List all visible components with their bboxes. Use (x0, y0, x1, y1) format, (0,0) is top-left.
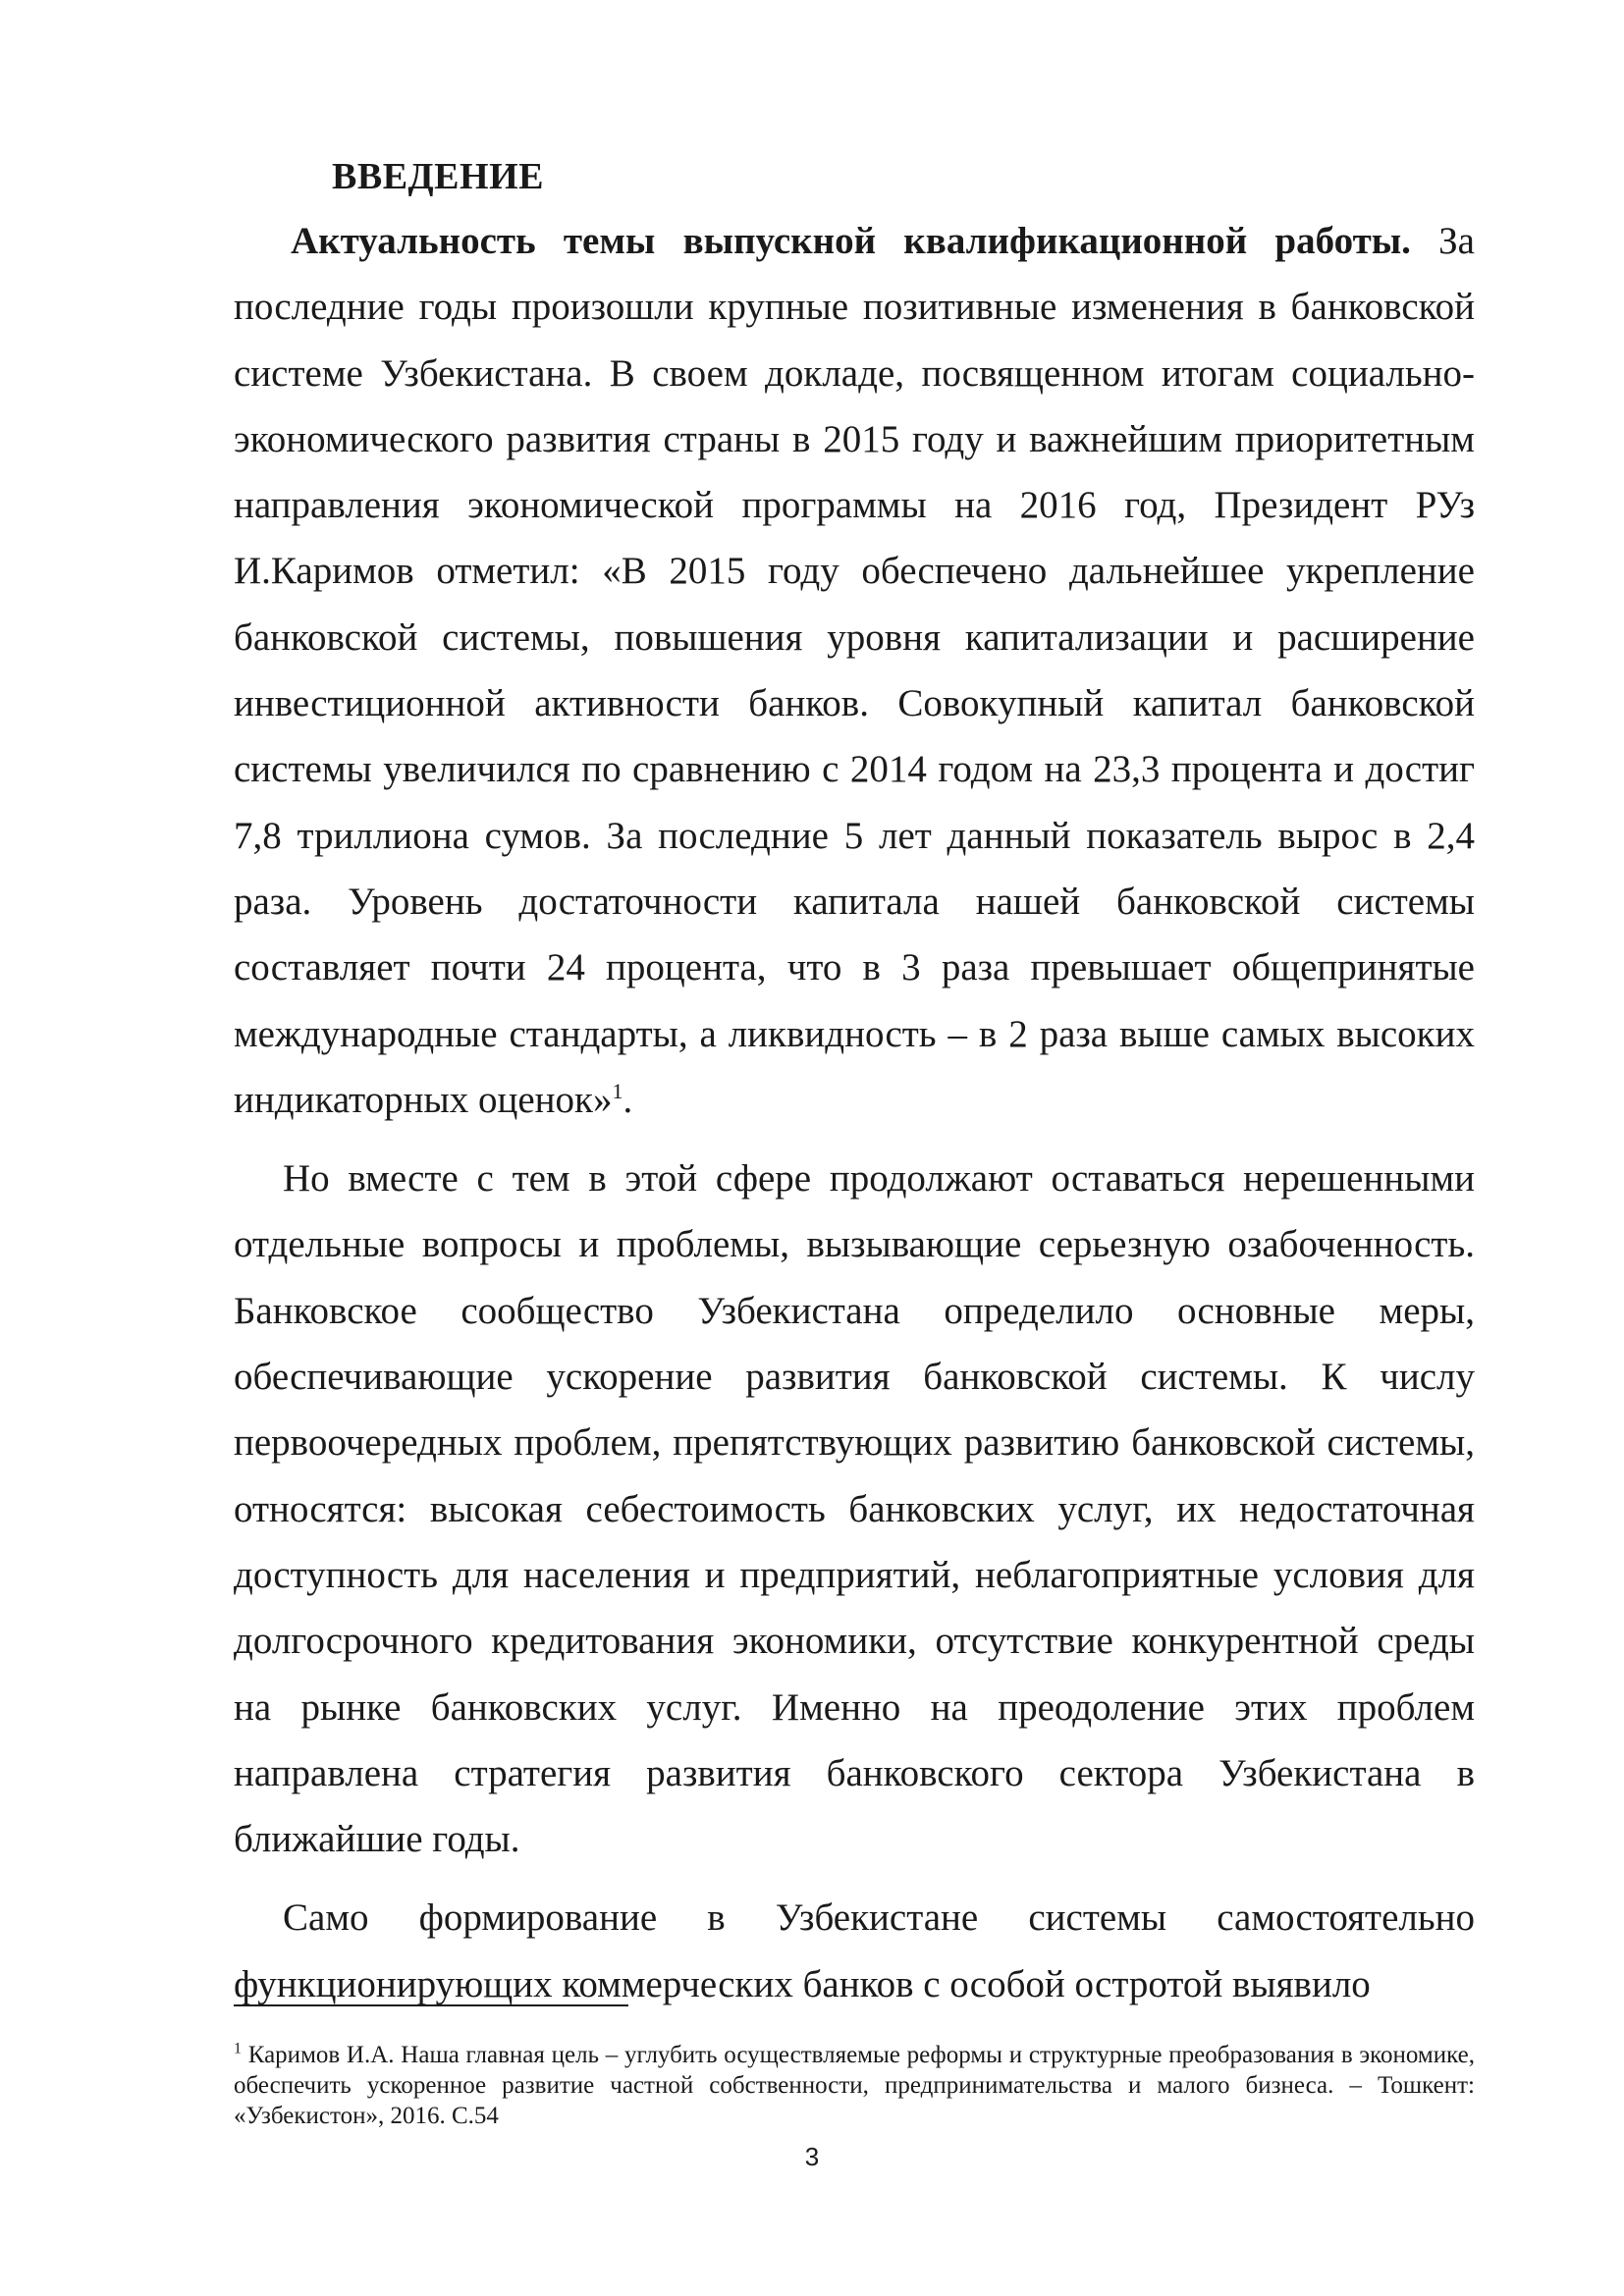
paragraph-lead-bold: Актуальность темы выпускной квалификационной работы. (291, 220, 1411, 262)
page-number: 3 (804, 2142, 820, 2171)
footnote-number: 1 (234, 2040, 242, 2057)
paragraph-end: . (623, 1078, 633, 1121)
footnote-text: Каримов И.А. Наша главная цель – углубить осуществляемые реформы и структурные преобразования в экономике, обеспечить ускоренное развитие частной собственности, предпринимательства и малого бизнеса. – Тошкент: «Узбекистон», 2016. С.54 (234, 2042, 1475, 2129)
footnote-separator (234, 2004, 628, 2006)
section-heading: ВВЕДЕНИЕ (332, 156, 544, 197)
footnote (234, 2040, 1475, 2131)
paragraph-relevance (234, 208, 1475, 1133)
paragraph-text: За последние годы произошли крупные позитивные изменения в банковской системе Узбекистана. В своем докладе, посвященном итогам социально-экономического развития страны в 2015 году и важнейшим приоритетным направления экономической программы на 2016 год, Президент РУз И.Каримов отметил: «В 2015 году обеспечено дальнейшее укрепление банковской системы, повышения уровня капитализации и расширение инвестиционной активности банков. Совокупный капитал банковской системы увеличился по сравнению с 2014 годом на 23,3 процента и достиг 7,8 триллиона сумов. За последние 5 лет данный показатель вырос в 2,4 раза. Уровень достаточности капитала нашей банковской системы составляет почти 24 процента, что в 3 раза превышает общепринятые международные стандарты, а ликвидность – в 2 раза выше самых высоких индикаторных оценок» (234, 220, 1475, 1121)
paragraph-problems: Но вместе с тем в этой сфере продолжают оставаться нерешенными отдельные вопросы и проблемы, вызывающие серьезную озабоченность. Банковское сообщество Узбекистана определило основные меры, обеспечивающие ускорение развития банковской системы. К числу первоочередных проблем, препятствующих развитию банковской системы, относятся: высокая себестоимость банковских услуг, их недостаточная доступность для населения и предприятий, неблагоприятные условия для долгосрочного кредитования экономики, отсутствие конкурентной среды на рынке банковских услуг. Именно на преодоление этих проблем направлена стратегия развития банковского сектора Узбекистана в ближайшие годы. (234, 1157, 1475, 1861)
footnote-reference: 1 (612, 1078, 623, 1103)
body-text (234, 208, 1475, 2017)
paragraph-formation: Само формирование в Узбекистане системы самостоятельно функционирующих коммерческих банков с особой остротой выявило (234, 1896, 1475, 2005)
